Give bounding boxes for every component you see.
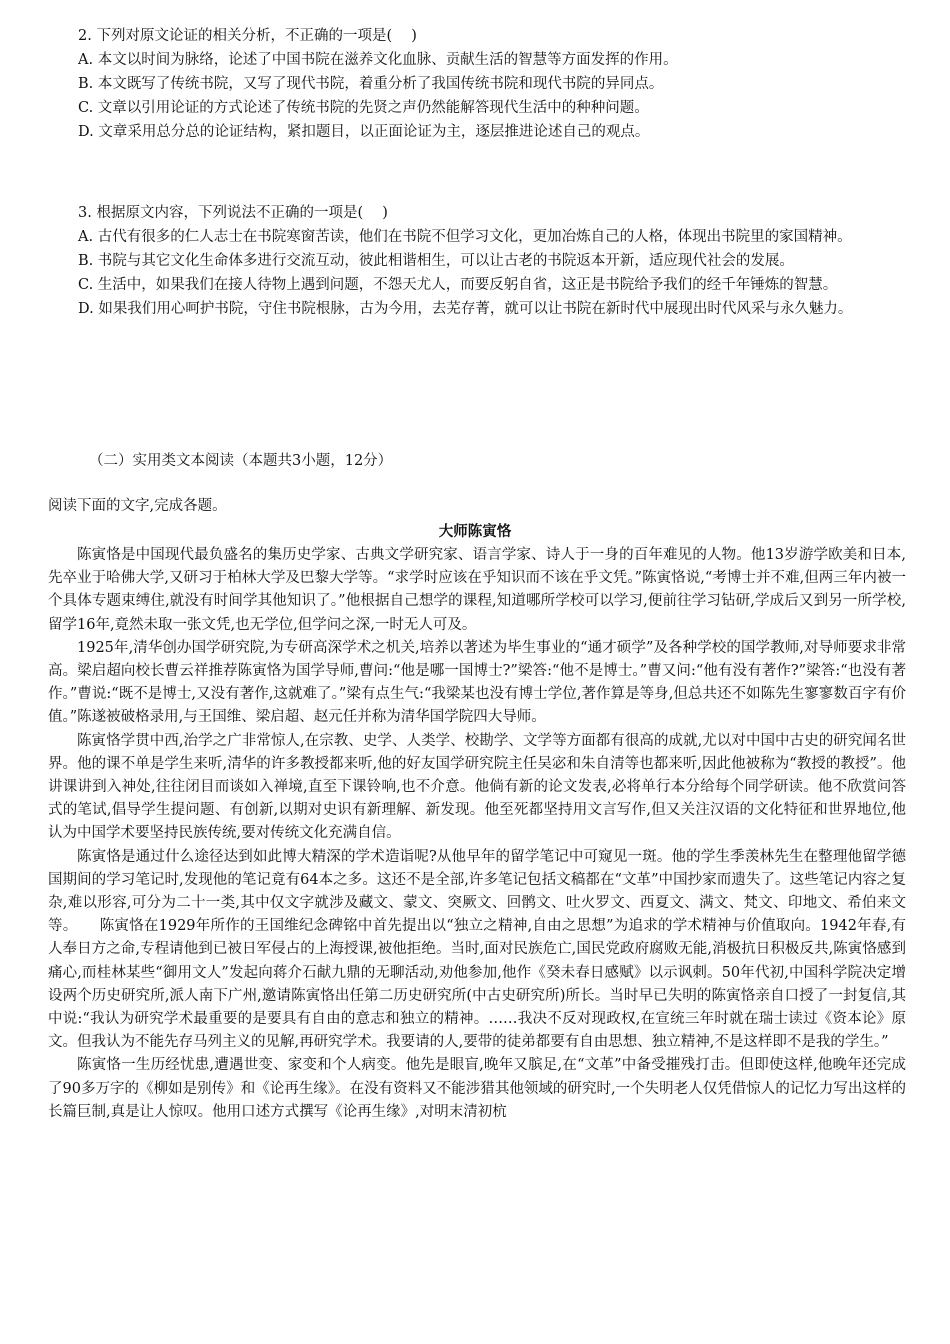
- reading-instruction: 阅读下面的文字,完成各题。: [48, 498, 227, 514]
- question-3-option-d: D. 如果我们用心呵护书院，守住书院根脉，古为今用，去芜存菁，就可以让书院在新时代中展现出时代风采与永久魅力。: [78, 301, 853, 317]
- article-paragraph-4: 陈寅恪是通过什么途径达到如此博大精深的学术造诣呢?从他早年的留学笔记中可窥见一斑。他的学生季羡林先生在整理他留学德国期间的学习笔记时,发现他的笔记竟有64本之多。这还不是全部,许多笔记包括文稿都在“文革”中国抄家而遗失了。这些笔记内容之复杂,难以形容,可分为二十一类,其中仅文字就涉及藏文、蒙文、突厥文、回鹘文、吐火罗文、西夏文、满文、梵文、印地文、希伯来文等。 陈寅恪在1929年所作的王国维纪念碑铭中首先提出以“独立之精神,自由之思想”为追求的学术精神与价值取向。1942年春,有人奉日方之命,专程请他到已被日军侵占的上海授课,被他拒绝。当时,面对民族危亡,国民党政府腐败无能,消极抗日积极反共,陈寅恪感到痛心,而桂林某些“御用文人”发起向蒋介石献九鼎的无聊活动,劝他参加,他作《癸未春日感赋》以示讽刺。50年代初,中国科学院决定增设两个历史研究所,派人南下广州,邀请陈寅恪出任第二历史研究所(中古史研究所)所长。当时早已失明的陈寅恪亲自口授了一封复信,其中说:“我认为研究学术最重要的是要具有自由的意志和独立的精神。……我决不反对现政权,在宣统三年时就在瑞士读过《资本论》原文。但我认为不能先存马列主义的见解,再研究学术。我要请的人,要带的徒弟都要有自由思想、独立精神,不是这样即不是我的学生。”: [48, 848, 906, 1051]
- question-2: [48, 24, 903, 144]
- article-paragraph-5: 陈寅恪一生历经忧患,遭遇世变、家变和个人病变。他先是眼盲,晚年又膑足,在“文革”中备受摧残打击。但即使这样,他晚年还完成了90多万字的《柳如是别传》和《论再生缘》。在没有资料又不能涉猎其他领域的研究时,一个失明老人仅凭借惊人的记忆力写出这样的长篇巨制,真是让人惊叹。他用口述方式撰写《论再生缘》,对明末清初杭: [48, 1057, 906, 1120]
- article-paragraph-3: 陈寅恪学贯中西,治学之广非常惊人,在宗教、史学、人类学、校勘学、文学等方面都有很高的成就,尤以对中国中古史的研究闻名世界。他的课不单是学生来听,清华的许多教授都来听,他的好友国学研究院主任吴宓和朱自清等也都来听,因此他被称为“教授的教授”。他讲课讲到入神处,往往闭目而谈如入禅境,直至下课铃响,也不介意。他倘有新的论文发表,必将单行本分给每个同学研读。他不欣赏问答式的笔试,倡导学生提问题、有创新,以期对史识有新理解、新发现。他至死都坚持用文言写作,但又关注汉语的文化特征和世界地位,他认为中国学术要坚持民族传统,要对传统文化充满自信。: [48, 732, 906, 842]
- article-body: [48, 544, 906, 1124]
- question-3-option-b: B. 书院与其它文化生命体多进行交流互动，彼此相谐相生，可以让古老的书院返本开新，适应现代社会的发展。: [78, 253, 794, 269]
- question-3-option-a: A. 古代有很多的仁人志士在书院寒窗苦读，他们在书院不但学习文化，更加冶炼自己的人格，体现出书院里的家国精神。: [78, 229, 852, 245]
- article-paragraph-1: 陈寅恪是中国现代最负盛名的集历史学家、古典文学研究家、语言学家、诗人于一身的百年难见的人物。他13岁游学欧美和日本,先卒业于哈佛大学,又研习于柏林大学及巴黎大学等。“求学时应该在乎知识而不该在乎文凭。”陈寅恪说,“考博士并不难,但两三年内被一个具体专题束缚住,就没有时间学其他知识了。”他根据自己想学的课程,知道哪所学校可以学习,便前往学习钻研,学成后又到另一所学校,留学16年,竟然未取一张文凭,也无学位,但学问之深,一时无人可及。: [48, 547, 906, 633]
- question-2-option-a: A. 本文以时间为脉络，论述了中国书院在滋养文化血脉、贡献生活的智慧等方面发挥的作用。: [78, 52, 678, 68]
- question-2-option-c: C. 文章以引用论证的方式论述了传统书院的先贤之声仍然能解答现代生活中的种种问题。: [78, 100, 649, 116]
- question-2-stem: 2. 下列对原文论证的相关分析，不正确的一项是( ): [78, 28, 417, 44]
- article-paragraph-2: 1925年,清华创办国学研究院,为专研高深学术之机关,培养以著述为毕生事业的“通才硕学”及各种学校的国学教师,对导师要求非常高。梁启超向校长曹云祥推荐陈寅恪为国学导师,曹问:“他是哪一国博士?”梁答:“他不是博士。”曹又问:“他有没有著作?”梁答:“也没有著作。”曹说:“既不是博士,又没有著作,这就难了。”梁有点生气:“我梁某也没有博士学位,著作算是等身,但总共还不如陈先生寥寥数百字有价值。”陈遂被破格录用,与王国维、梁启超、赵元任并称为清华国学院四大导师。: [48, 639, 906, 726]
- question-2-option-b: B. 本文既写了传统书院，又写了现代书院，着重分析了我国传统书院和现代书院的异同点。: [78, 76, 664, 92]
- question-2-option-d: D. 文章采用总分总的论证结构，紧扣题目，以正面论证为主，逐层推进论述自己的观点。: [78, 124, 650, 140]
- question-3-option-c: C. 生活中，如果我们在接人待物上遇到问题，不怨天尤人，而要反躬自省，这正是书院给予我们的经千年锤炼的智慧。: [78, 277, 838, 293]
- question-3: [48, 201, 903, 321]
- article-title: 大师陈寅恪: [438, 523, 512, 540]
- question-3-stem: 3. 根据原文内容，下列说法不正确的一项是( ): [78, 205, 388, 221]
- section-heading: （二）实用类文本阅读（本题共3小题，12分）: [89, 453, 393, 469]
